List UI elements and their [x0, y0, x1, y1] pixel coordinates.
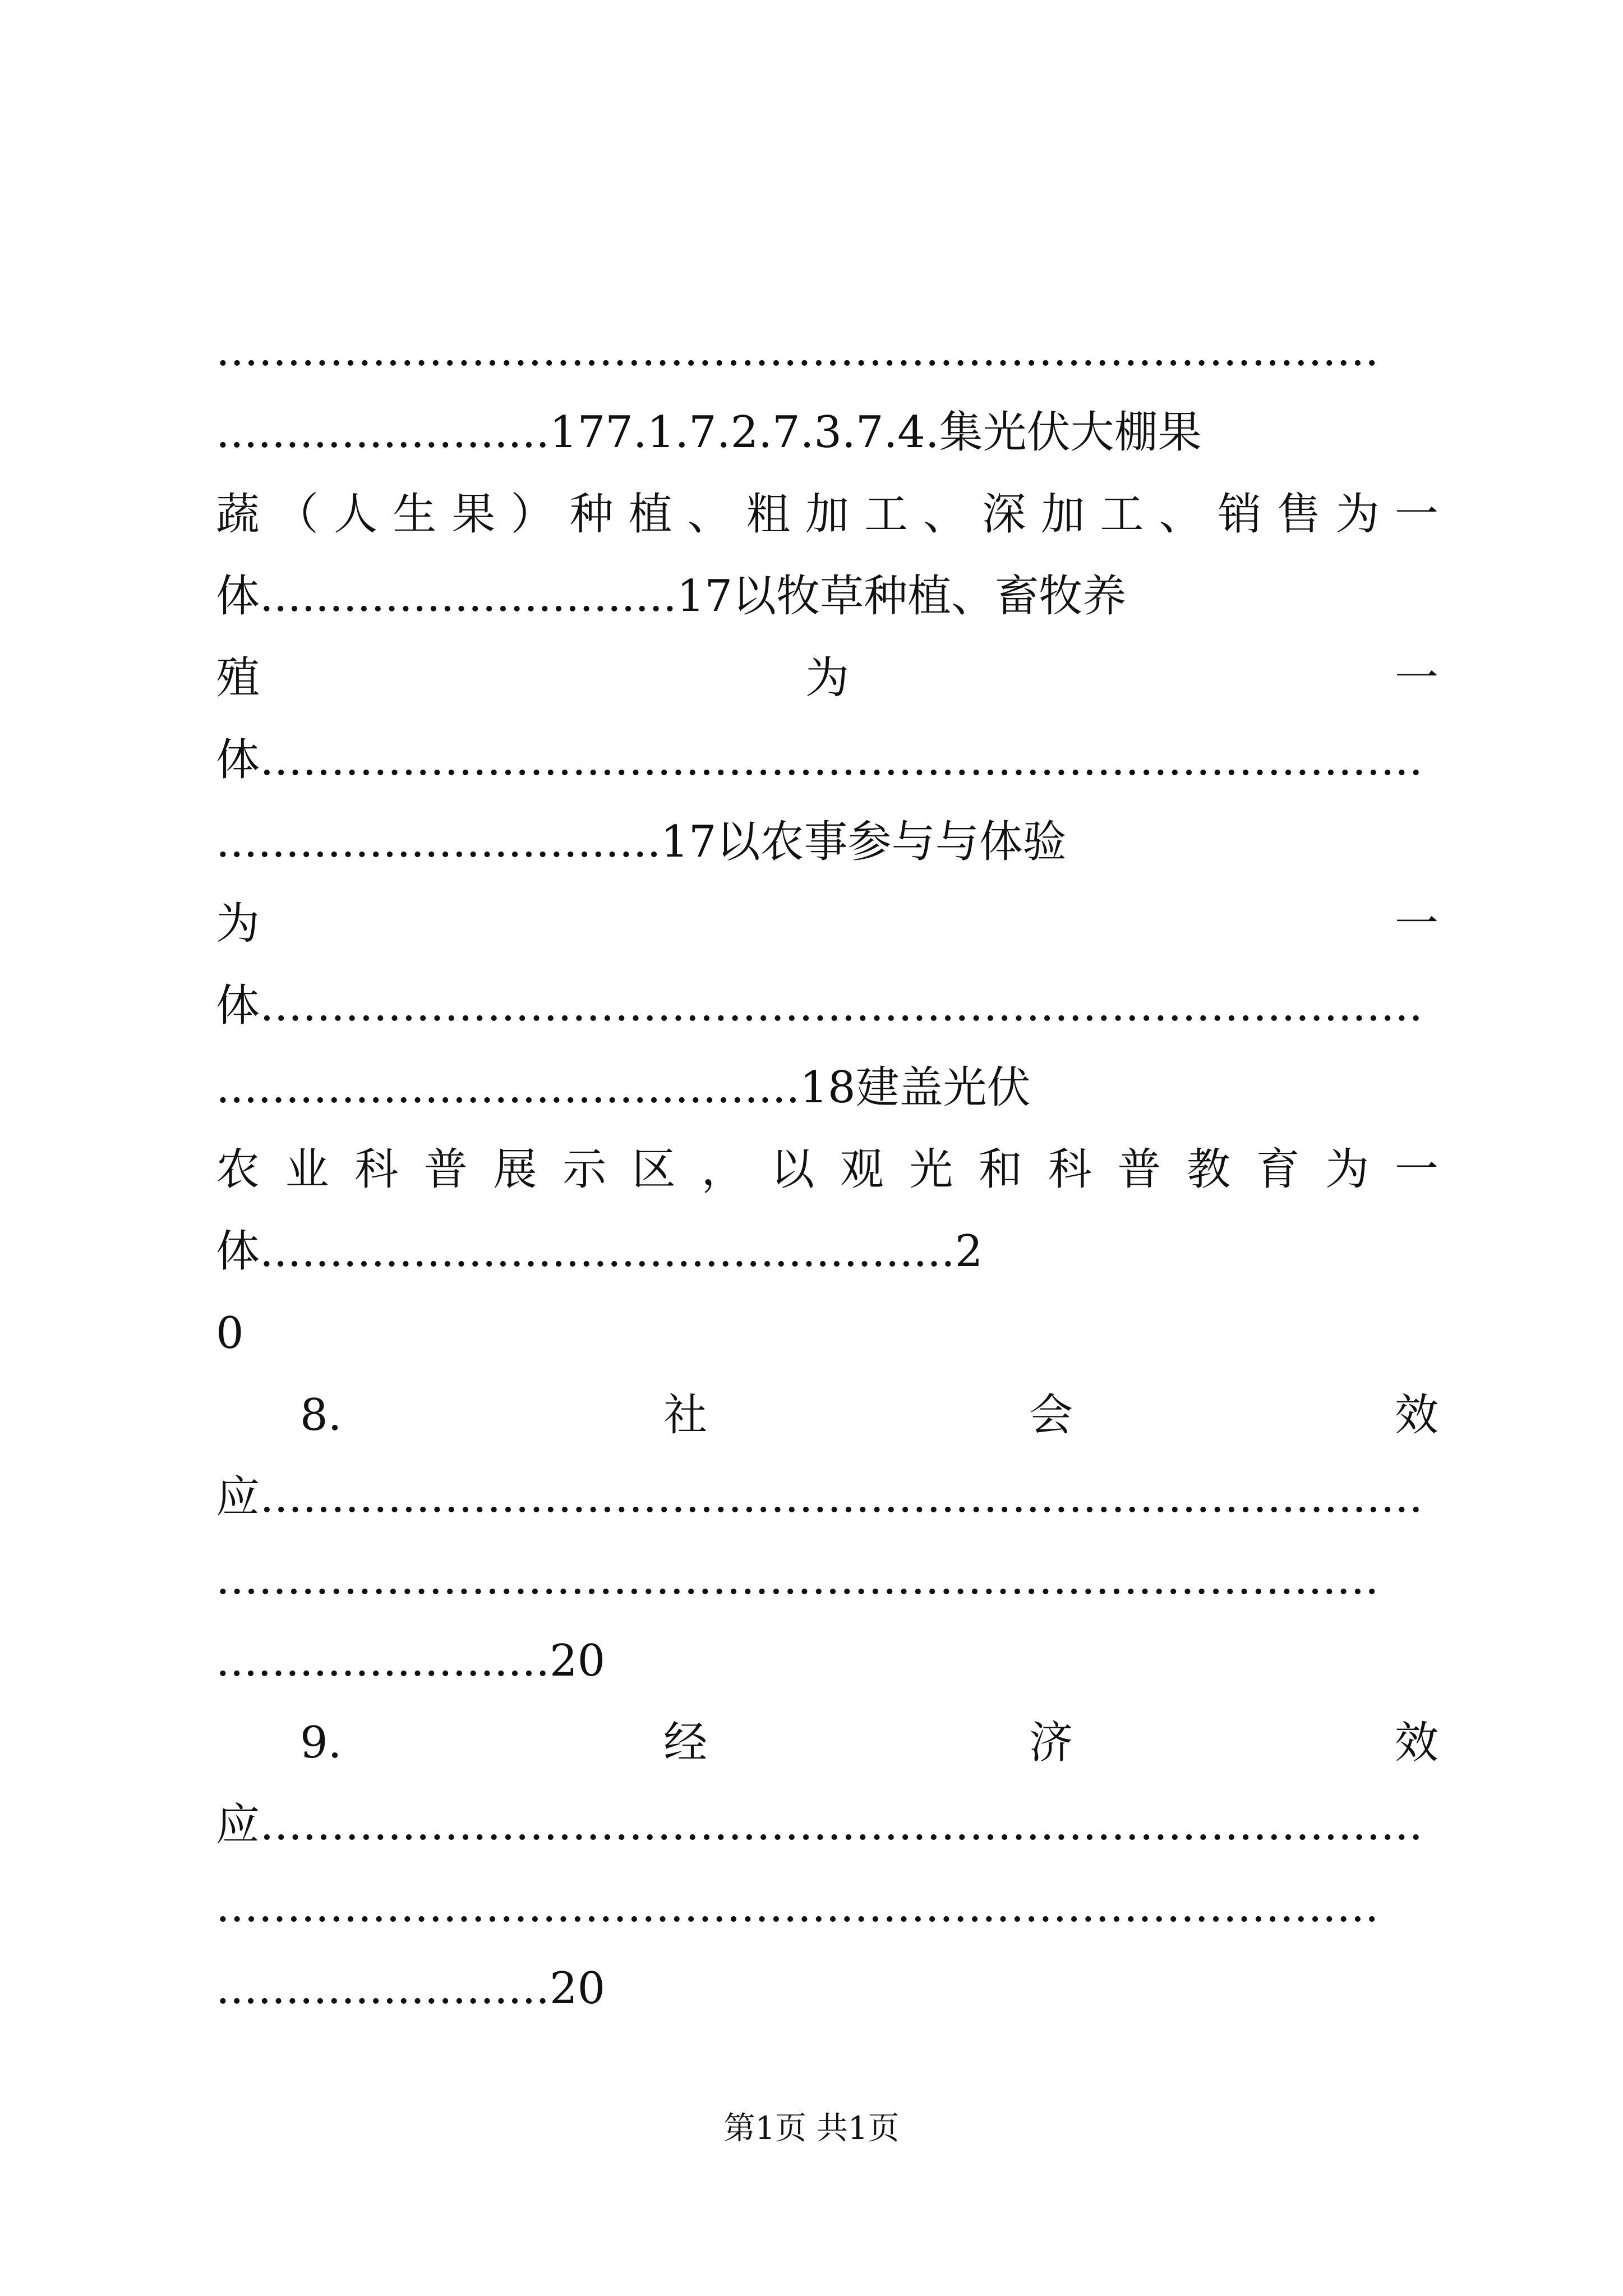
- toc-char: 工: [864, 489, 909, 540]
- toc-char: 蔬: [216, 489, 260, 540]
- toc-section-number: 8.: [300, 1390, 342, 1441]
- toc-char: 加: [805, 489, 849, 540]
- toc-char: 一: [1394, 899, 1438, 949]
- toc-char: 殖: [216, 653, 260, 703]
- toc-char: 为: [1335, 489, 1380, 540]
- toc-char: 一: [1394, 1144, 1438, 1195]
- toc-char: 和: [979, 1144, 1023, 1195]
- toc-char: 一: [1394, 489, 1438, 540]
- toc-char: 、: [923, 489, 967, 540]
- toc-char: 光: [909, 1144, 953, 1195]
- toc-char: 科: [1048, 1144, 1092, 1195]
- toc-char: 科: [354, 1144, 399, 1195]
- toc-line-20: ..................................................................................: [216, 1881, 1380, 1932]
- toc-char: 普: [423, 1144, 468, 1195]
- toc-char: 效: [1394, 1718, 1438, 1768]
- toc-char: 一: [1394, 653, 1438, 703]
- toc-char: 果: [451, 489, 496, 540]
- toc-char: 会: [1029, 1390, 1073, 1441]
- toc-char: 社: [663, 1390, 708, 1441]
- toc-line-8: [216, 883, 1438, 965]
- toc-line-5: [216, 637, 1438, 719]
- toc-line-3: [216, 473, 1438, 555]
- toc-heading-8: [300, 1374, 1438, 1456]
- toc-line-12: 体..................................................2: [216, 1226, 983, 1277]
- toc-line-4: 体..............................17以牧草种植、畜牧养: [216, 571, 1127, 622]
- toc-char: 售: [1276, 489, 1321, 540]
- toc-char: 区: [631, 1144, 676, 1195]
- toc-char: 育: [1256, 1144, 1300, 1195]
- toc-line-10: ..........................................18建盖光伏: [216, 1062, 1031, 1113]
- toc-line-9: 体..................................................................................: [216, 981, 1423, 1031]
- toc-char: 以: [771, 1144, 815, 1195]
- toc-char: ，: [701, 1144, 745, 1195]
- toc-line-7: ................................17以农事参与与体验: [216, 817, 1067, 867]
- toc-char: 经: [663, 1718, 708, 1768]
- toc-line-19: 应..................................................................................: [216, 1800, 1423, 1850]
- toc-char: 展: [493, 1144, 537, 1195]
- toc-char: 示: [562, 1144, 607, 1195]
- toc-char: 为: [805, 653, 849, 703]
- toc-char: 粗: [746, 489, 790, 540]
- toc-char: 效: [1394, 1390, 1438, 1441]
- toc-char: 业: [285, 1144, 329, 1195]
- toc-char: 工: [1100, 489, 1144, 540]
- toc-line-11: [216, 1129, 1438, 1211]
- toc-char: 生: [393, 489, 437, 540]
- toc-line-2: ........................177.1.7.2.7.3.7.4.集光伏大棚果: [216, 407, 1202, 458]
- toc-char: （: [275, 489, 319, 540]
- toc-line-21: ........................20: [216, 1963, 606, 2014]
- toc-char: 为: [1325, 1144, 1370, 1195]
- toc-char: 普: [1117, 1144, 1161, 1195]
- page-footer: 第1页 共1页: [723, 2110, 900, 2147]
- toc-char: 深: [982, 489, 1026, 540]
- toc-char: 植: [628, 489, 672, 540]
- toc-line-13: 0: [216, 1308, 244, 1359]
- toc-char: 观: [840, 1144, 884, 1195]
- toc-section-number: 9.: [300, 1718, 342, 1768]
- toc-char: 加: [1041, 489, 1085, 540]
- toc-char: 销: [1218, 489, 1262, 540]
- toc-char: 济: [1029, 1718, 1073, 1768]
- toc-char: 教: [1186, 1144, 1230, 1195]
- toc-line-17: ........................20: [216, 1636, 606, 1686]
- toc-char: ）: [510, 489, 555, 540]
- toc-line-16: ..................................................................................: [216, 1554, 1380, 1604]
- toc-line-6: 体..................................................................................: [216, 735, 1423, 785]
- toc-char: 为: [216, 899, 260, 949]
- toc-line-1: ..................................................................................: [216, 325, 1380, 376]
- toc-char: 种: [569, 489, 614, 540]
- toc-heading-9: [300, 1702, 1438, 1784]
- toc-char: 、: [687, 489, 731, 540]
- toc-char: 农: [216, 1144, 260, 1195]
- toc-char: 人: [334, 489, 378, 540]
- toc-line-15: 应..................................................................................: [216, 1472, 1423, 1522]
- toc-char: 、: [1159, 489, 1203, 540]
